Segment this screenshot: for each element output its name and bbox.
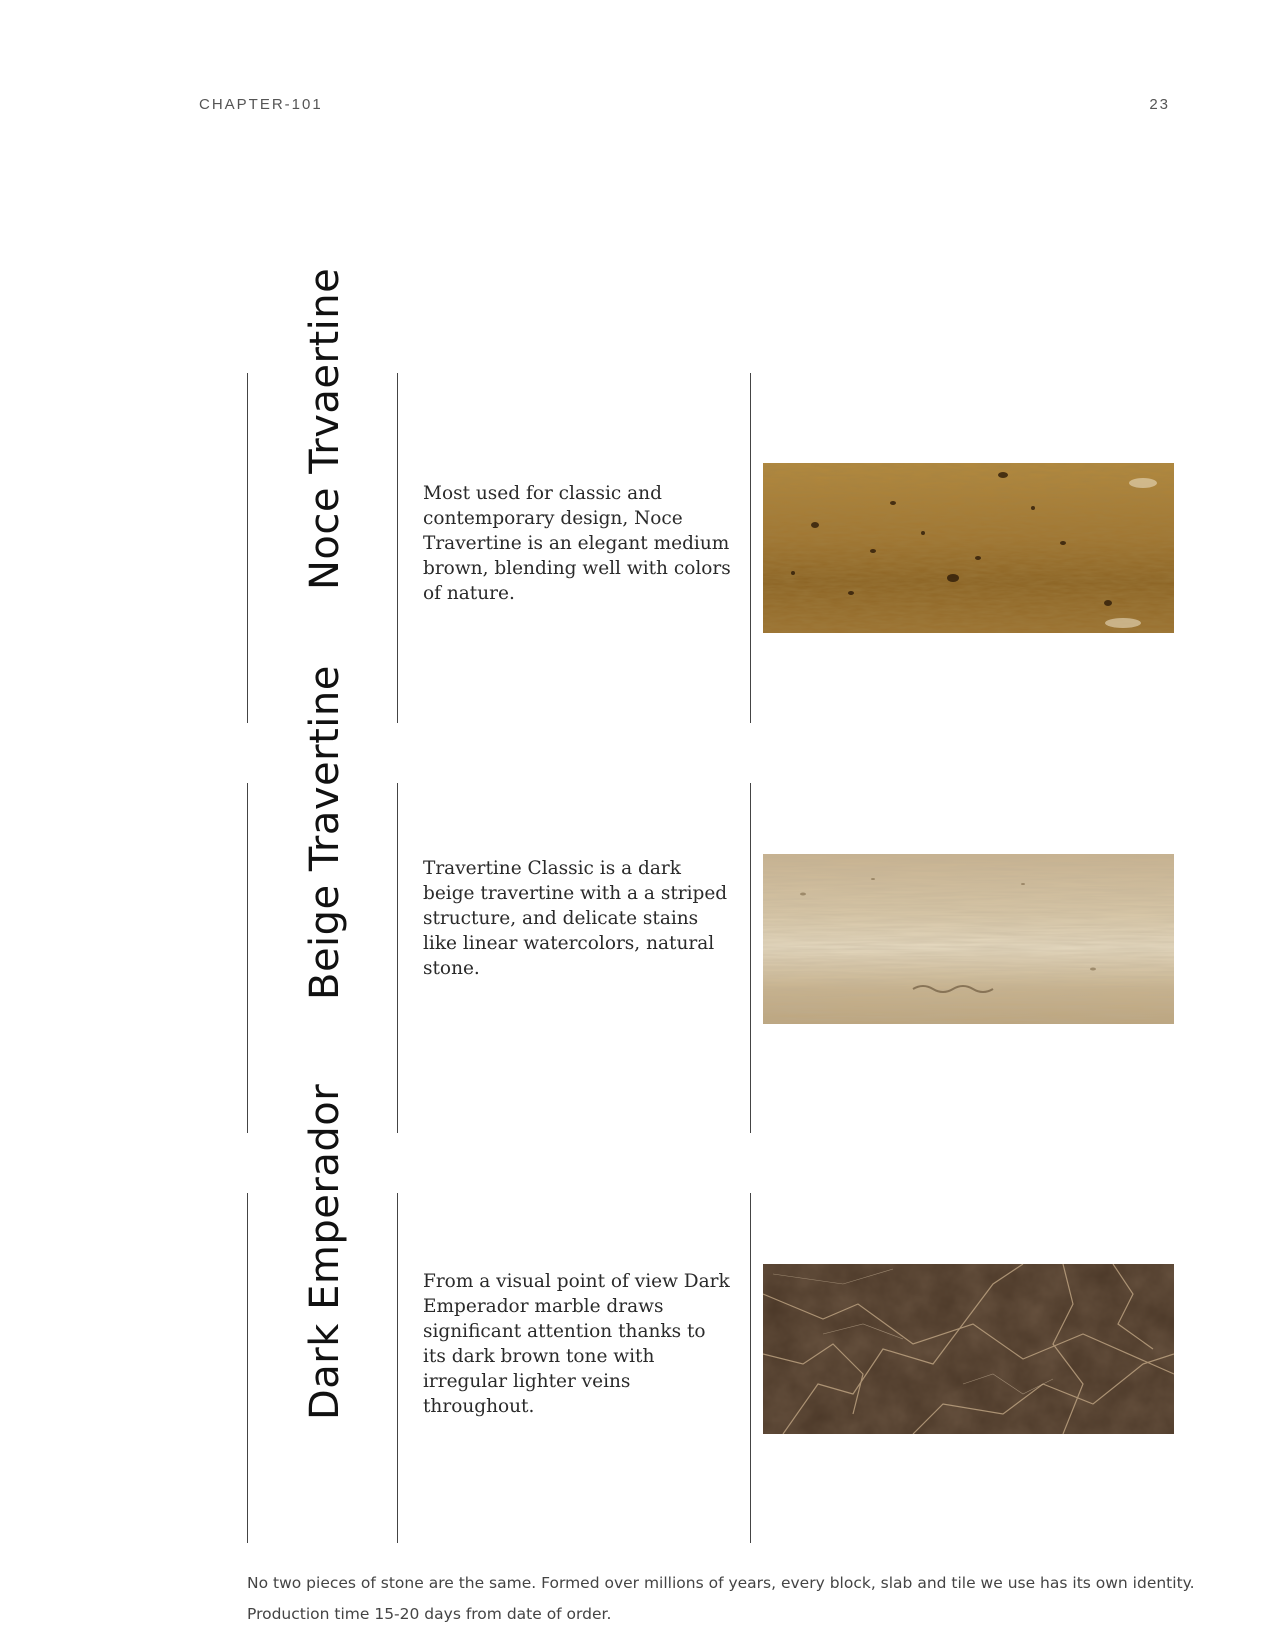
stone-swatch-noce [763, 463, 1174, 633]
page-number: 23 [1149, 96, 1170, 113]
divider-line [247, 373, 248, 723]
divider-line [397, 783, 398, 1133]
divider-line [397, 1193, 398, 1543]
divider-line [247, 783, 248, 1133]
stone-description: Most used for classic and contemporary design, Noce Travertine is an elegant medium brown, blending well with colors of nature. [423, 483, 731, 604]
divider-line [750, 1193, 751, 1543]
divider-line [750, 373, 751, 723]
divider-line [397, 373, 398, 723]
stone-swatch-beige [763, 854, 1174, 1024]
stone-description: Travertine Classic is a dark beige travertine with a a striped structure, and delicate stains like linear watercolors, natural stone. [423, 858, 728, 979]
stone-row-noce [0, 267, 1275, 723]
stone-title: Beige Travertine [302, 664, 348, 1000]
chapter-label: CHAPTER-101 [199, 96, 323, 113]
stone-title: Noce Trvaertine [302, 267, 348, 590]
stone-description: From a visual point of view Dark Emperador marble draws significant attention thanks to its dark brown tone with irregular lighter veins throughout. [423, 1271, 730, 1417]
divider-line [247, 1193, 248, 1543]
footer-note: No two pieces of stone are the same. Formed over millions of years, every block, slab and tile we use has its own identity. [247, 1574, 1195, 1592]
stone-row-beige [0, 664, 1275, 1133]
divider-line [750, 783, 751, 1133]
stone-row-emperador [0, 1083, 1275, 1543]
stone-swatch-emperador [763, 1264, 1174, 1434]
stone-title: Dark Emperador [302, 1083, 348, 1420]
footer-production-time: Production time 15-20 days from date of order. [247, 1605, 612, 1623]
